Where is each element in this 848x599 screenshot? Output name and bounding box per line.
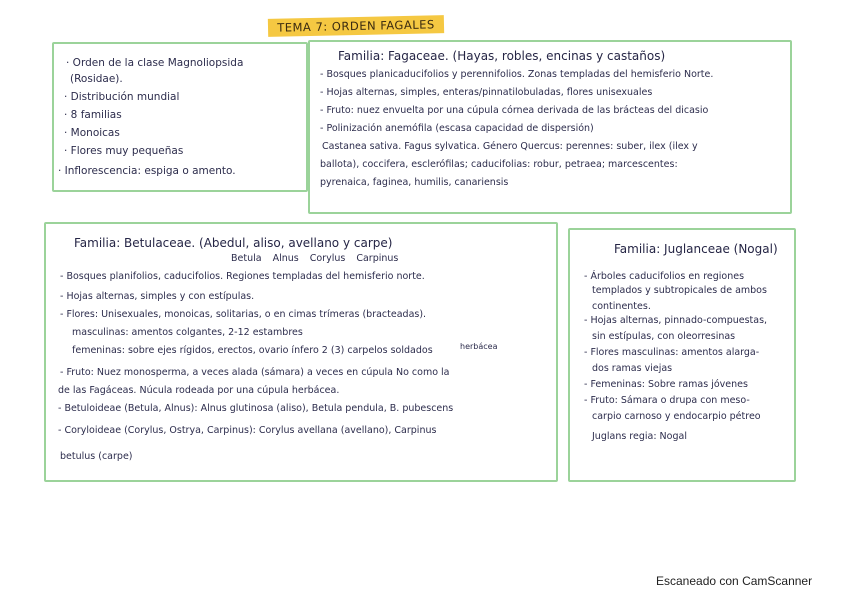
- betulaceae-line: - Flores: Unisexuales, monoicas, solitarias, o en cimas trímeras (bracteadas).: [60, 309, 427, 320]
- juglanceae-line: - Árboles caducifolios en regiones: [584, 271, 745, 282]
- fagaceae-line: pyrenaica, faginea, humilis, canariensis: [320, 177, 509, 188]
- juglanceae-box: [568, 228, 796, 482]
- orden-line: · Orden de la clase Magnoliopsida: [66, 57, 244, 69]
- betulaceae-box: [44, 222, 558, 482]
- fagaceae-line: - Bosques planicaducifolios y perennifolios. Zonas templadas del hemisferio Norte.: [320, 69, 714, 80]
- camscanner-watermark: Escaneado con CamScanner: [656, 574, 813, 588]
- orden-box: [52, 42, 308, 192]
- juglanceae-line: carpio carnoso y endocarpio pétreo: [592, 411, 761, 422]
- betulaceae-line: - Coryloideae (Corylus, Ostrya, Carpinus): Corylus avellana (avellano), Carpinus: [58, 425, 437, 436]
- fagaceae-line: ballota), coccifera, esclerófilas; caducifolias: robur, petraea; marcescentes:: [320, 159, 678, 170]
- fagaceae-heading: Familia: Fagaceae. (Hayas, robles, encinas y castaños): [338, 49, 666, 63]
- betulaceae-heading: Familia: Betulaceae. (Abedul, aliso, avellano y carpe): [74, 236, 393, 250]
- juglanceae-line: - Femeninas: Sobre ramas jóvenes: [584, 379, 748, 390]
- juglanceae-line: - Flores masculinas: amentos alarga-: [584, 347, 760, 358]
- juglanceae-line: - Fruto: Sámara o drupa con meso-: [584, 395, 750, 406]
- fagaceae-line: - Polinización anemófila (escasa capacidad de dispersión): [320, 123, 594, 134]
- juglanceae-heading: Familia: Juglanceae (Nogal): [614, 242, 778, 256]
- betulaceae-genera: Betula Alnus Corylus Carpinus: [231, 253, 399, 264]
- juglanceae-line: dos ramas viejas: [592, 363, 673, 374]
- juglanceae-line: continentes.: [592, 301, 651, 312]
- betulaceae-line: - Fruto: Nuez monosperma, a veces alada (sámara) a veces en cúpula No como la: [60, 367, 450, 378]
- betulaceae-line: de las Fagáceas. Núcula rodeada por una cúpula herbácea.: [58, 385, 340, 396]
- betulaceae-line: - Betuloideae (Betula, Alnus): Alnus glutinosa (aliso), Betula pendula, B. pubescens: [58, 403, 454, 414]
- orden-line: · 8 familias: [64, 109, 122, 121]
- orden-line: · Monoicas: [64, 127, 120, 139]
- fagaceae-box: [308, 40, 792, 214]
- juglanceae-line: Juglans regia: Nogal: [592, 431, 687, 442]
- orden-line: (Rosidae).: [70, 73, 123, 85]
- betulaceae-line: - Hojas alternas, simples y con estípulas.: [60, 291, 255, 302]
- orden-line: · Flores muy pequeñas: [64, 145, 184, 157]
- betulaceae-line: femeninas: sobre ejes rígidos, erectos, ovario ínfero 2 (3) carpelos soldados: [72, 345, 433, 356]
- orden-line: · Inflorescencia: espiga o amento.: [58, 165, 236, 177]
- juglanceae-line: sin estípulas, con oleorresinas: [592, 331, 736, 342]
- juglanceae-line: templados y subtropicales de ambos: [592, 285, 767, 296]
- betulaceae-line: - Bosques planifolios, caducifolios. Regiones templadas del hemisferio norte.: [60, 271, 425, 282]
- betulaceae-annotation: herbácea: [460, 342, 498, 351]
- fagaceae-line: - Fruto: nuez envuelta por una cúpula córnea derivada de las brácteas del dicasio: [320, 105, 709, 116]
- orden-line: · Distribución mundial: [64, 91, 180, 103]
- fagaceae-line: Castanea sativa. Fagus sylvatica. Género Quercus: perennes: suber, ilex (ilex y: [322, 141, 698, 152]
- juglanceae-line: - Hojas alternas, pinnado-compuestas,: [584, 315, 768, 326]
- betulaceae-line: masculinas: amentos colgantes, 2-12 estambres: [72, 327, 303, 338]
- betulaceae-line: betulus (carpe): [60, 451, 133, 462]
- fagaceae-line: - Hojas alternas, simples, enteras/pinnatilobuladas, flores unisexuales: [320, 87, 653, 98]
- page-title: TEMA 7: ORDEN FAGALES: [268, 15, 444, 37]
